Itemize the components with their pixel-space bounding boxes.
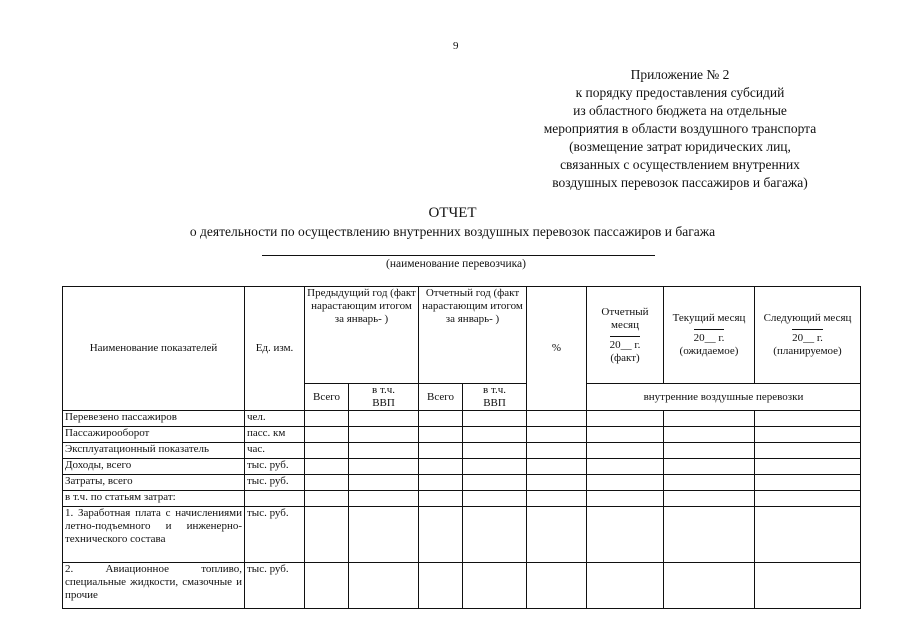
header-next-month-label: Следующий месяц: [763, 312, 852, 324]
header-report-month-note: (факт): [610, 351, 640, 364]
header-name: Наименование показателей: [63, 287, 245, 411]
report-title: ОТЧЕТ: [428, 205, 477, 221]
header-current-month-year: 20__ г.: [694, 329, 725, 345]
table-row: [63, 459, 861, 475]
report-subtitle: о деятельности по осуществлению внутренних воздушных перевозок пассажиров и багажа: [189, 224, 716, 239]
table-row: [63, 475, 861, 491]
header-report-month-label: Отчетный месяц: [601, 305, 649, 331]
header-report-month-year: 20__ г.: [610, 336, 641, 352]
table-row: [63, 443, 861, 459]
row-unit: тыс. руб.: [245, 475, 305, 491]
carrier-name-caption: (наименование перевозчика): [385, 258, 526, 270]
header-next-month-year: 20__ г.: [792, 329, 823, 345]
row-name: в т.ч. по статьям затрат:: [63, 491, 245, 507]
header-next-month-note: (планируемое): [773, 345, 842, 357]
appendix-line: из областного бюджета на отдельные: [573, 103, 787, 118]
row-unit: тыс. руб.: [245, 563, 305, 609]
appendix-line: связанных с осуществлением внутренних: [560, 157, 800, 172]
header-incl-label: в т.ч.: [372, 384, 395, 396]
header-incl-label: в т.ч.: [483, 384, 506, 396]
row-unit: пасс. км: [245, 427, 305, 443]
appendix-line: (возмещение затрат юридических лиц,: [569, 139, 791, 154]
table-row: [63, 563, 861, 609]
header-vvp-label: ВВП: [372, 397, 395, 409]
appendix-line: мероприятия в области воздушного транспорта: [543, 121, 817, 136]
header-prev-year: Предыдущий год (факт нарастающим итогом за январь- ): [305, 287, 419, 384]
row-name: Перевезено пассажиров: [63, 411, 245, 427]
header-prev-total: Всего: [305, 384, 349, 411]
row-unit: чел.: [245, 411, 305, 427]
header-vvp-label: ВВП: [483, 397, 506, 409]
row-unit: тыс. руб.: [245, 507, 305, 563]
appendix-line: к порядку предоставления субсидий: [575, 85, 785, 100]
header-percent: %: [527, 287, 587, 411]
row-unit: час.: [245, 443, 305, 459]
header-current-month-label: Текущий месяц: [672, 312, 746, 324]
row-name: Затраты, всего: [63, 475, 245, 491]
table-row: [63, 411, 861, 427]
header-domestic: внутренние воздушные перевозки: [587, 384, 861, 411]
row-unit: [245, 491, 305, 507]
header-report-year: Отчетный год (факт нарастающим итогом за январь- ): [419, 287, 527, 384]
page-number: 9: [453, 40, 459, 52]
header-prev-vvp: [349, 384, 419, 411]
header-unit: Ед. изм.: [245, 287, 305, 411]
header-report-month: [587, 287, 664, 384]
table-row: [63, 491, 861, 507]
carrier-name-line: [262, 255, 655, 256]
report-table: [62, 286, 861, 609]
header-report-total: Всего: [419, 384, 463, 411]
row-name: 2. Авиационное топливо, специальные жидкости, смазочные и прочие: [63, 563, 245, 609]
header-report-vvp: [463, 384, 527, 411]
row-name: Эксплуатационный показатель: [63, 443, 245, 459]
header-current-month: [664, 287, 755, 384]
row-name: 1. Заработная плата с начислениями летно-подъемного и инженерно-технического состава: [63, 507, 245, 563]
appendix-block: [500, 66, 860, 192]
row-name: Доходы, всего: [63, 459, 245, 475]
table-row: [63, 507, 861, 563]
row-name: Пассажирооборот: [63, 427, 245, 443]
header-current-month-note: (ожидаемое): [679, 345, 739, 357]
appendix-line: Приложение № 2: [630, 67, 730, 82]
table-row: [63, 427, 861, 443]
row-unit: тыс. руб.: [245, 459, 305, 475]
appendix-line: воздушных перевозок пассажиров и багажа): [552, 175, 808, 190]
header-next-month: [755, 287, 861, 384]
